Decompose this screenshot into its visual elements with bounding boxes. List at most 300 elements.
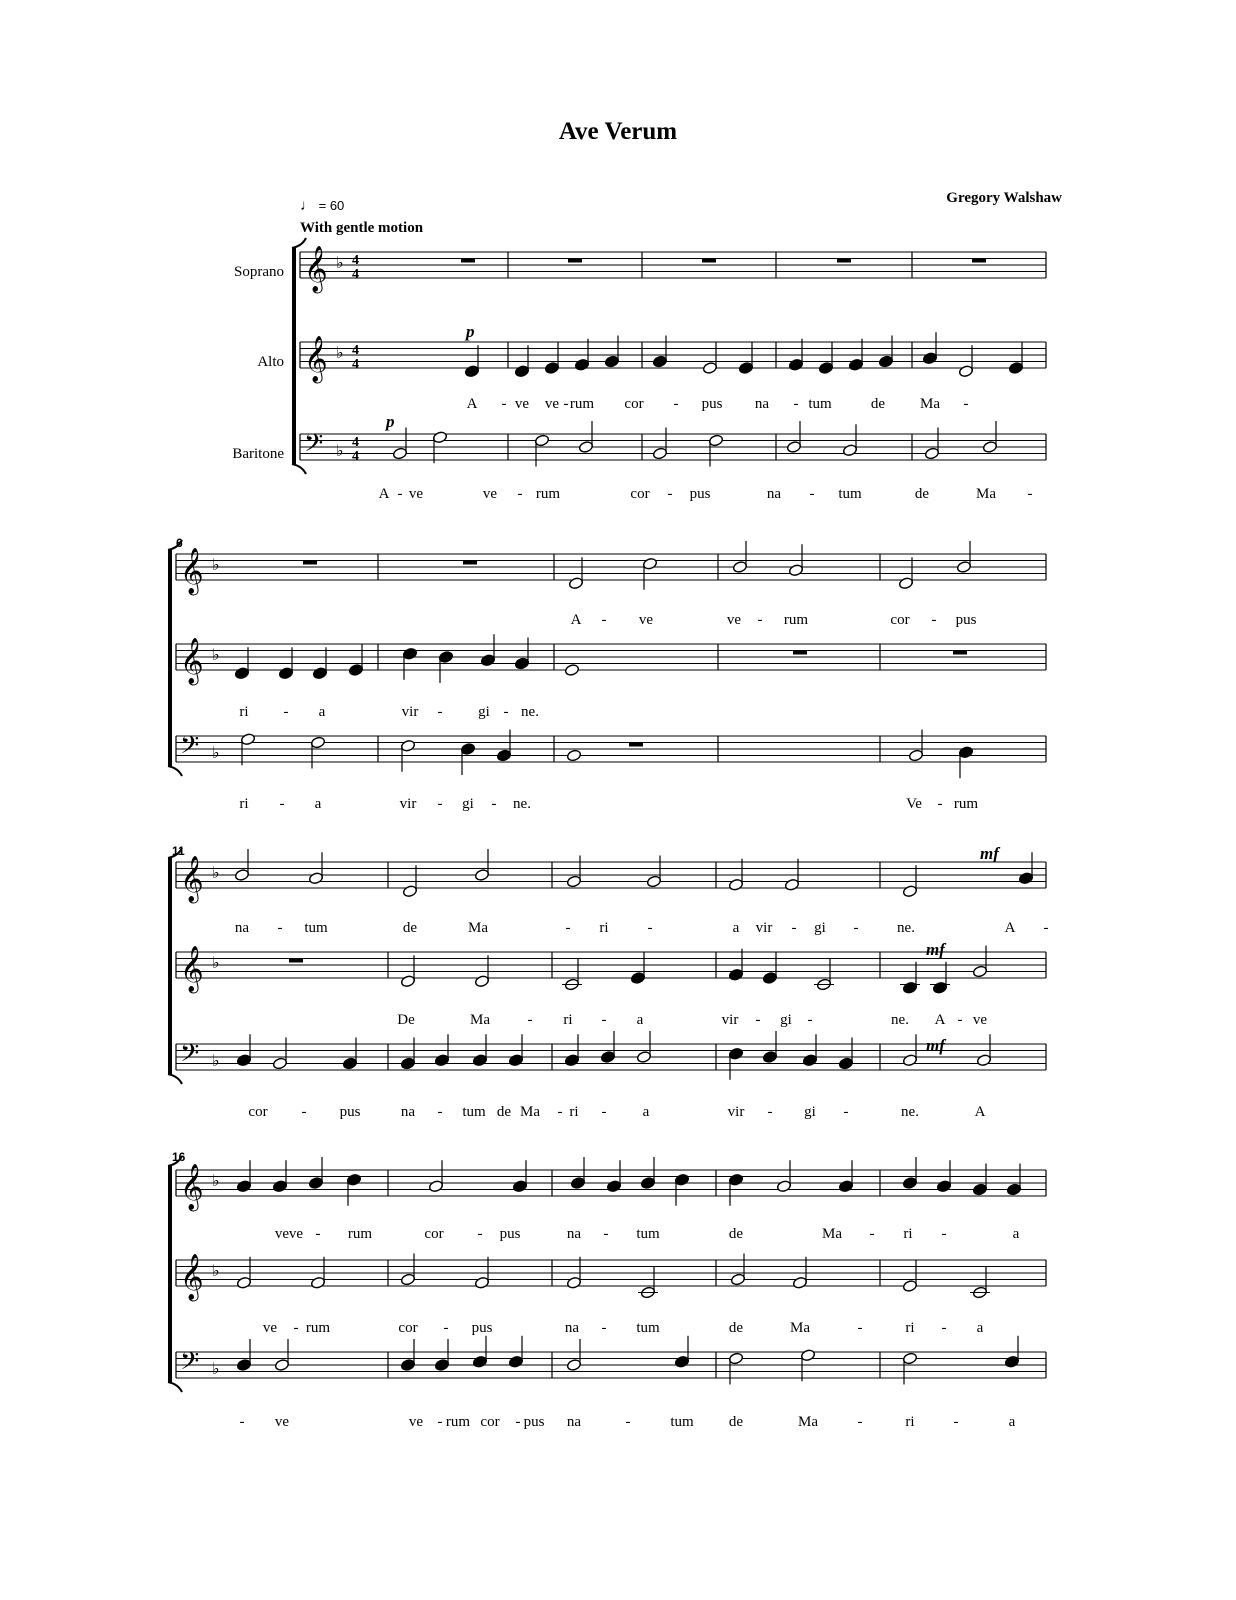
note-head [464, 365, 479, 378]
lyric-syllable: - [857, 1414, 863, 1430]
note-head [472, 1054, 487, 1067]
note-head [848, 358, 863, 371]
lyric-syllable: a [318, 704, 326, 720]
note-head [310, 736, 325, 749]
lyric-syllable: - [601, 1320, 607, 1336]
lyric-syllable: ne. [513, 796, 531, 812]
lyric-syllable: na [566, 1414, 582, 1430]
note-head [958, 365, 973, 378]
lyric-syllable: ve [408, 486, 424, 502]
lyric-syllable: na [766, 486, 782, 502]
lyric-syllable: rum [305, 1320, 331, 1336]
lyric-syllable: ri [599, 920, 609, 936]
bracket-hook [168, 766, 182, 776]
note-head [496, 749, 511, 762]
flat-key-signature-icon: ♭ [336, 253, 344, 272]
note-head [402, 885, 417, 898]
note-head [776, 1180, 791, 1193]
note-head [932, 981, 947, 994]
note-head [312, 667, 327, 680]
note-head [936, 1180, 951, 1193]
lyric-syllable: ve [262, 1320, 278, 1336]
lyric-syllable: - [647, 920, 653, 936]
note-head [898, 577, 913, 590]
note-head [818, 361, 833, 374]
note-head [728, 968, 743, 981]
note-head [982, 440, 997, 453]
lyric-syllable: A [466, 396, 478, 412]
lyric-syllable: ri [563, 1012, 573, 1028]
note-head [802, 1054, 817, 1067]
lyric-syllable: pus [339, 1104, 361, 1120]
note-head [508, 1355, 523, 1368]
flat-key-signature-icon: ♭ [212, 1359, 220, 1378]
note-head [674, 1173, 689, 1186]
lyric-syllable: tum [636, 1320, 660, 1336]
note-head [762, 1050, 777, 1063]
lyric-syllable: ve [482, 486, 498, 502]
note-head [646, 875, 661, 888]
lyric-syllable: - [301, 1104, 307, 1120]
note-head [508, 1054, 523, 1067]
lyric-syllable: a [636, 1012, 644, 1028]
lyric-syllable: tum [838, 486, 862, 502]
lyric-syllable: gi [462, 796, 474, 812]
note-head [512, 1180, 527, 1193]
note-head [434, 1358, 449, 1371]
note-head [958, 746, 973, 759]
measure-number: 16 [172, 1150, 186, 1164]
flat-key-signature-icon: ♭ [212, 1261, 220, 1280]
note-head [902, 981, 917, 994]
lyric-syllable: Ve [906, 796, 922, 812]
lyric-syllable: ri [905, 1414, 915, 1430]
note-head [908, 749, 923, 762]
note-head [674, 1355, 689, 1368]
lyric-syllable: tum [304, 920, 328, 936]
note-head [574, 358, 589, 371]
time-signature-bottom: 4 [352, 267, 359, 282]
expression-marking: With gentle motion [300, 220, 424, 236]
note-head [392, 447, 407, 460]
lyric-syllable: - [757, 612, 763, 628]
note-head [838, 1057, 853, 1070]
lyric-syllable: - [963, 396, 969, 412]
bass-clef-icon: 𝄢 [180, 731, 200, 766]
treble-clef-icon: 𝄞 [180, 1164, 204, 1210]
note-head [1004, 1355, 1019, 1368]
lyric-syllable: ve [726, 612, 742, 628]
lyric-syllable: tum [808, 396, 832, 412]
lyric-syllable: ri [569, 1104, 579, 1120]
lyric-syllable: A [570, 612, 582, 628]
lyric-syllable: - [601, 1104, 607, 1120]
staff-system-group [168, 238, 1046, 1392]
note-head [308, 872, 323, 885]
note-head [606, 1180, 621, 1193]
lyric-syllable: Ma [920, 396, 940, 412]
note-head [728, 1173, 743, 1186]
lyric-syllable: rum [347, 1226, 373, 1242]
composer-name: Gregory Walshaw [946, 190, 1062, 206]
lyric-syllable: a [1008, 1414, 1016, 1430]
note-head [474, 868, 489, 881]
lyric-syllable: ve [638, 612, 654, 628]
lyric-syllable: - [853, 920, 859, 936]
whole-rest [629, 743, 643, 747]
note-head [788, 564, 803, 577]
lyric-syllable: - [1043, 920, 1049, 936]
lyric-syllable: vir [399, 796, 417, 812]
bass-clef-icon: 𝄢 [180, 1347, 200, 1382]
note-head [278, 667, 293, 680]
dynamic-mezzo-forte: mf [926, 1036, 945, 1055]
treble-clef-icon: 𝄞 [180, 1254, 204, 1300]
note-head [234, 667, 249, 680]
lyric-syllable: de [496, 1104, 512, 1120]
note-head [902, 885, 917, 898]
note-head [728, 1047, 743, 1060]
lyric-syllable: rum [783, 612, 809, 628]
note-head [236, 1180, 251, 1193]
note-head [474, 975, 489, 988]
note-head [566, 1276, 581, 1289]
lyric-syllable: ve [408, 1414, 424, 1430]
whole-rest [793, 651, 807, 655]
whole-rest [568, 259, 582, 263]
lyric-syllable: - [557, 1104, 563, 1120]
lyric-syllable: ve [972, 1012, 988, 1028]
lyric-syllable: - [843, 1104, 849, 1120]
lyric-syllable: vir [401, 704, 419, 720]
lyric-syllable: de [728, 1226, 744, 1242]
lyric-syllable: ri [903, 1226, 913, 1242]
lyric-syllable: rum [953, 796, 979, 812]
note-head [788, 358, 803, 371]
lyric-syllable: vir [727, 1104, 745, 1120]
lyric-syllable: gi [478, 704, 490, 720]
time-signature-top: 4 [352, 435, 359, 450]
note-head [902, 1352, 917, 1365]
lyric-syllable: a [314, 796, 322, 812]
whole-rest [303, 561, 317, 565]
lyric-syllable: ri [905, 1320, 915, 1336]
time-signature-top: 4 [352, 343, 359, 358]
part-label-soprano: Soprano [234, 264, 284, 280]
note-head [728, 878, 743, 891]
lyric-syllable: - [869, 1226, 875, 1242]
lyric-syllable: - [601, 1012, 607, 1028]
note-head [400, 1273, 415, 1286]
note-head [956, 560, 971, 573]
note-head [570, 1176, 585, 1189]
note-head [342, 1057, 357, 1070]
lyric-syllable: cor [890, 612, 910, 628]
whole-rest [953, 651, 967, 655]
whole-rest [702, 259, 716, 263]
lyric-syllable: - [941, 1320, 947, 1336]
treble-clef-icon: 𝄞 [180, 856, 204, 902]
lyric-syllable: - [601, 612, 607, 628]
lyric-syllable: A [934, 1012, 946, 1028]
note-head [922, 352, 937, 365]
lyric-syllable: de [728, 1414, 744, 1430]
lyric-syllable: A [974, 1104, 986, 1120]
whole-rest [463, 561, 477, 565]
note-head [236, 1276, 251, 1289]
note-head [878, 355, 893, 368]
note-head [348, 663, 363, 676]
time-signature-bottom: 4 [352, 357, 359, 372]
lyric-syllable: Ma [798, 1414, 818, 1430]
note-head [784, 878, 799, 891]
lyric-syllable: a [642, 1104, 650, 1120]
dynamic-mezzo-forte: mf [980, 844, 999, 863]
note-head [842, 444, 857, 457]
note-head [902, 1176, 917, 1189]
note-head [902, 1279, 917, 1292]
lyric-syllable: - [791, 920, 797, 936]
note-head [924, 447, 939, 460]
lyric-syllable: gi [814, 920, 826, 936]
lyric-syllable: - [937, 796, 943, 812]
note-head [474, 1276, 489, 1289]
lyric-syllable: tum [636, 1226, 660, 1242]
bracket-hook [168, 1382, 182, 1392]
flat-key-signature-icon: ♭ [212, 863, 220, 882]
note-head [514, 365, 529, 378]
lyric-syllable: tum [670, 1414, 694, 1430]
lyric-syllable: vir [721, 1012, 739, 1028]
treble-clef-icon: 𝄞 [304, 246, 328, 292]
part-label-alto: Alto [257, 354, 284, 370]
dynamic-mezzo-forte: mf [926, 940, 945, 959]
note-head [234, 868, 249, 881]
note-head [838, 1180, 853, 1193]
lyric-syllable: Ma [470, 1012, 490, 1028]
lyric-syllable: na [754, 396, 770, 412]
lyric-syllable: na [566, 1226, 582, 1242]
lyric-syllable: cor [624, 396, 644, 412]
lyric-syllable: - [437, 1104, 443, 1120]
note-head [972, 965, 987, 978]
part-label-baritone: Baritone [232, 446, 284, 462]
whole-rest [461, 259, 475, 263]
flat-key-signature-icon: ♭ [212, 555, 220, 574]
lyric-syllable: - [397, 486, 403, 502]
dynamic-piano: p [466, 322, 475, 341]
lyric-syllable: pus [499, 1226, 521, 1242]
note-head [400, 1057, 415, 1070]
lyric-syllable: na [400, 1104, 416, 1120]
lyric-syllable: - [625, 1414, 631, 1430]
note-head [738, 361, 753, 374]
lyric-syllable: ri [239, 796, 249, 812]
lyric-syllable: - [443, 1320, 449, 1336]
note-head [1018, 872, 1033, 885]
bracket-hook [292, 464, 306, 474]
lyric-syllable: ve [544, 396, 560, 412]
lyric-syllable: gi [780, 1012, 792, 1028]
note-head [972, 1183, 987, 1196]
note-head [652, 355, 667, 368]
treble-clef-icon: 𝄞 [180, 946, 204, 992]
lyric-syllable: A [378, 486, 390, 502]
score-title: Ave Verum [558, 118, 678, 145]
lyric-syllable: - [941, 1226, 947, 1242]
note-head [762, 971, 777, 984]
note-head [1008, 361, 1023, 374]
note-head [640, 1176, 655, 1189]
lyric-syllable: Ma [520, 1104, 540, 1120]
lyric-syllable: Ma [822, 1226, 842, 1242]
flat-key-signature-icon: ♭ [212, 645, 220, 664]
lyric-syllable: - [565, 920, 571, 936]
lyric-syllable: rum [569, 396, 595, 412]
note-head [600, 1050, 615, 1063]
lyric-syllable: vir [755, 920, 773, 936]
lyric-syllable: - [857, 1320, 863, 1336]
flat-key-signature-icon: ♭ [212, 953, 220, 972]
flat-key-signature-icon: ♭ [336, 441, 344, 460]
note-head [728, 1352, 743, 1365]
treble-clef-icon: 𝄞 [180, 548, 204, 594]
lyric-syllable: De [397, 1012, 415, 1028]
lyric-syllable: - [239, 1414, 245, 1430]
lyric-syllable: rum [445, 1414, 471, 1430]
lyric-syllable: - [501, 396, 507, 412]
lyric-syllable: - [957, 1012, 963, 1028]
lyric-syllable: rum [535, 486, 561, 502]
lyric-syllable: - [503, 704, 509, 720]
flat-key-signature-icon: ♭ [212, 743, 220, 762]
lyric-syllable: pus [701, 396, 723, 412]
whole-rest [972, 259, 986, 263]
lyric-syllable: - [315, 1226, 321, 1242]
note-head [566, 749, 581, 762]
lyric-syllable: cor [630, 486, 650, 502]
lyric-syllable: cor [424, 1226, 444, 1242]
lyric-syllable: ve [274, 1226, 290, 1242]
lyric-syllable: cor [398, 1320, 418, 1336]
measure-number: 6 [176, 536, 183, 550]
note-head [568, 577, 583, 590]
note-head [566, 875, 581, 888]
lyric-syllable: - [283, 704, 289, 720]
lyric-syllable: Ma [976, 486, 996, 502]
lyric-syllable: - [491, 796, 497, 812]
flat-key-signature-icon: ♭ [212, 1051, 220, 1070]
lyric-syllable: gi [804, 1104, 816, 1120]
lyric-syllable: - [437, 704, 443, 720]
note-head [480, 654, 495, 667]
treble-clef-icon: 𝄞 [180, 638, 204, 684]
lyric-syllable: a [732, 920, 740, 936]
lyric-syllable: - [437, 1414, 443, 1430]
lyric-syllable: Ma [468, 920, 488, 936]
lyric-syllable: ri [239, 704, 249, 720]
note-head [534, 434, 549, 447]
lyric-syllable: - [767, 1104, 773, 1120]
lyric-syllable: - [755, 1012, 761, 1028]
note-head [308, 1176, 323, 1189]
quarter-note-icon: ♩ [300, 197, 315, 214]
note-head [702, 361, 717, 374]
note-head [630, 971, 645, 984]
note-head [786, 440, 801, 453]
lyric-syllable: pus [523, 1414, 545, 1430]
lyric-syllable: - [527, 1012, 533, 1028]
lyric-syllable: de [728, 1320, 744, 1336]
lyric-syllable: Ma [790, 1320, 810, 1336]
note-head [400, 739, 415, 752]
note-head [708, 434, 723, 447]
lyric-syllable: A [1004, 920, 1016, 936]
lyric-syllable: de [402, 920, 418, 936]
note-head [604, 355, 619, 368]
lyric-syllable: - [809, 486, 815, 502]
lyric-syllable: a [1012, 1226, 1020, 1242]
bass-clef-icon: 𝄢 [180, 1039, 200, 1074]
lyric-syllable: na [234, 920, 250, 936]
lyric-syllable: - [477, 1226, 483, 1242]
note-head [902, 1054, 917, 1067]
lyric-syllable: - [277, 920, 283, 936]
lyric-syllable: ne. [897, 920, 915, 936]
note-head [566, 1358, 581, 1371]
time-signature-top: 4 [352, 253, 359, 268]
lyric-syllable: - [667, 486, 673, 502]
note-head [514, 657, 529, 670]
lyric-syllable: - [807, 1012, 813, 1028]
lyric-syllable: ve [288, 1226, 304, 1242]
lyric-syllable: - [953, 1414, 959, 1430]
note-head [438, 650, 453, 663]
lyric-syllable: ne. [521, 704, 539, 720]
lyric-syllable: tum [462, 1104, 486, 1120]
flat-key-signature-icon: ♭ [336, 343, 344, 362]
note-head [400, 975, 415, 988]
lyric-syllable: - [931, 612, 937, 628]
lyric-syllable: - [563, 396, 569, 412]
lyric-syllable: pus [689, 486, 711, 502]
lyric-syllable: de [870, 396, 886, 412]
note-head [272, 1180, 287, 1193]
note-head [652, 447, 667, 460]
bass-clef-icon: 𝄢 [304, 429, 324, 464]
note-head [274, 1358, 289, 1371]
lyric-syllable: ve [514, 396, 530, 412]
lyric-syllable: - [673, 396, 679, 412]
note-head [642, 557, 657, 570]
lyric-syllable: pus [955, 612, 977, 628]
note-head [636, 1050, 651, 1063]
lyric-syllable: - [437, 796, 443, 812]
measure-number: 11 [172, 844, 185, 858]
note-head [402, 647, 417, 660]
note-head [400, 1358, 415, 1371]
lyric-syllable: ne. [891, 1012, 909, 1028]
lyric-syllable: - [515, 1414, 521, 1430]
tempo-value: = 60 [318, 198, 345, 213]
lyric-syllable: pus [471, 1320, 493, 1336]
note-head [544, 361, 559, 374]
note-head [236, 1054, 251, 1067]
lyric-syllable: de [914, 486, 930, 502]
note-head [564, 1054, 579, 1067]
note-head [792, 1276, 807, 1289]
lyric-syllable: - [793, 396, 799, 412]
